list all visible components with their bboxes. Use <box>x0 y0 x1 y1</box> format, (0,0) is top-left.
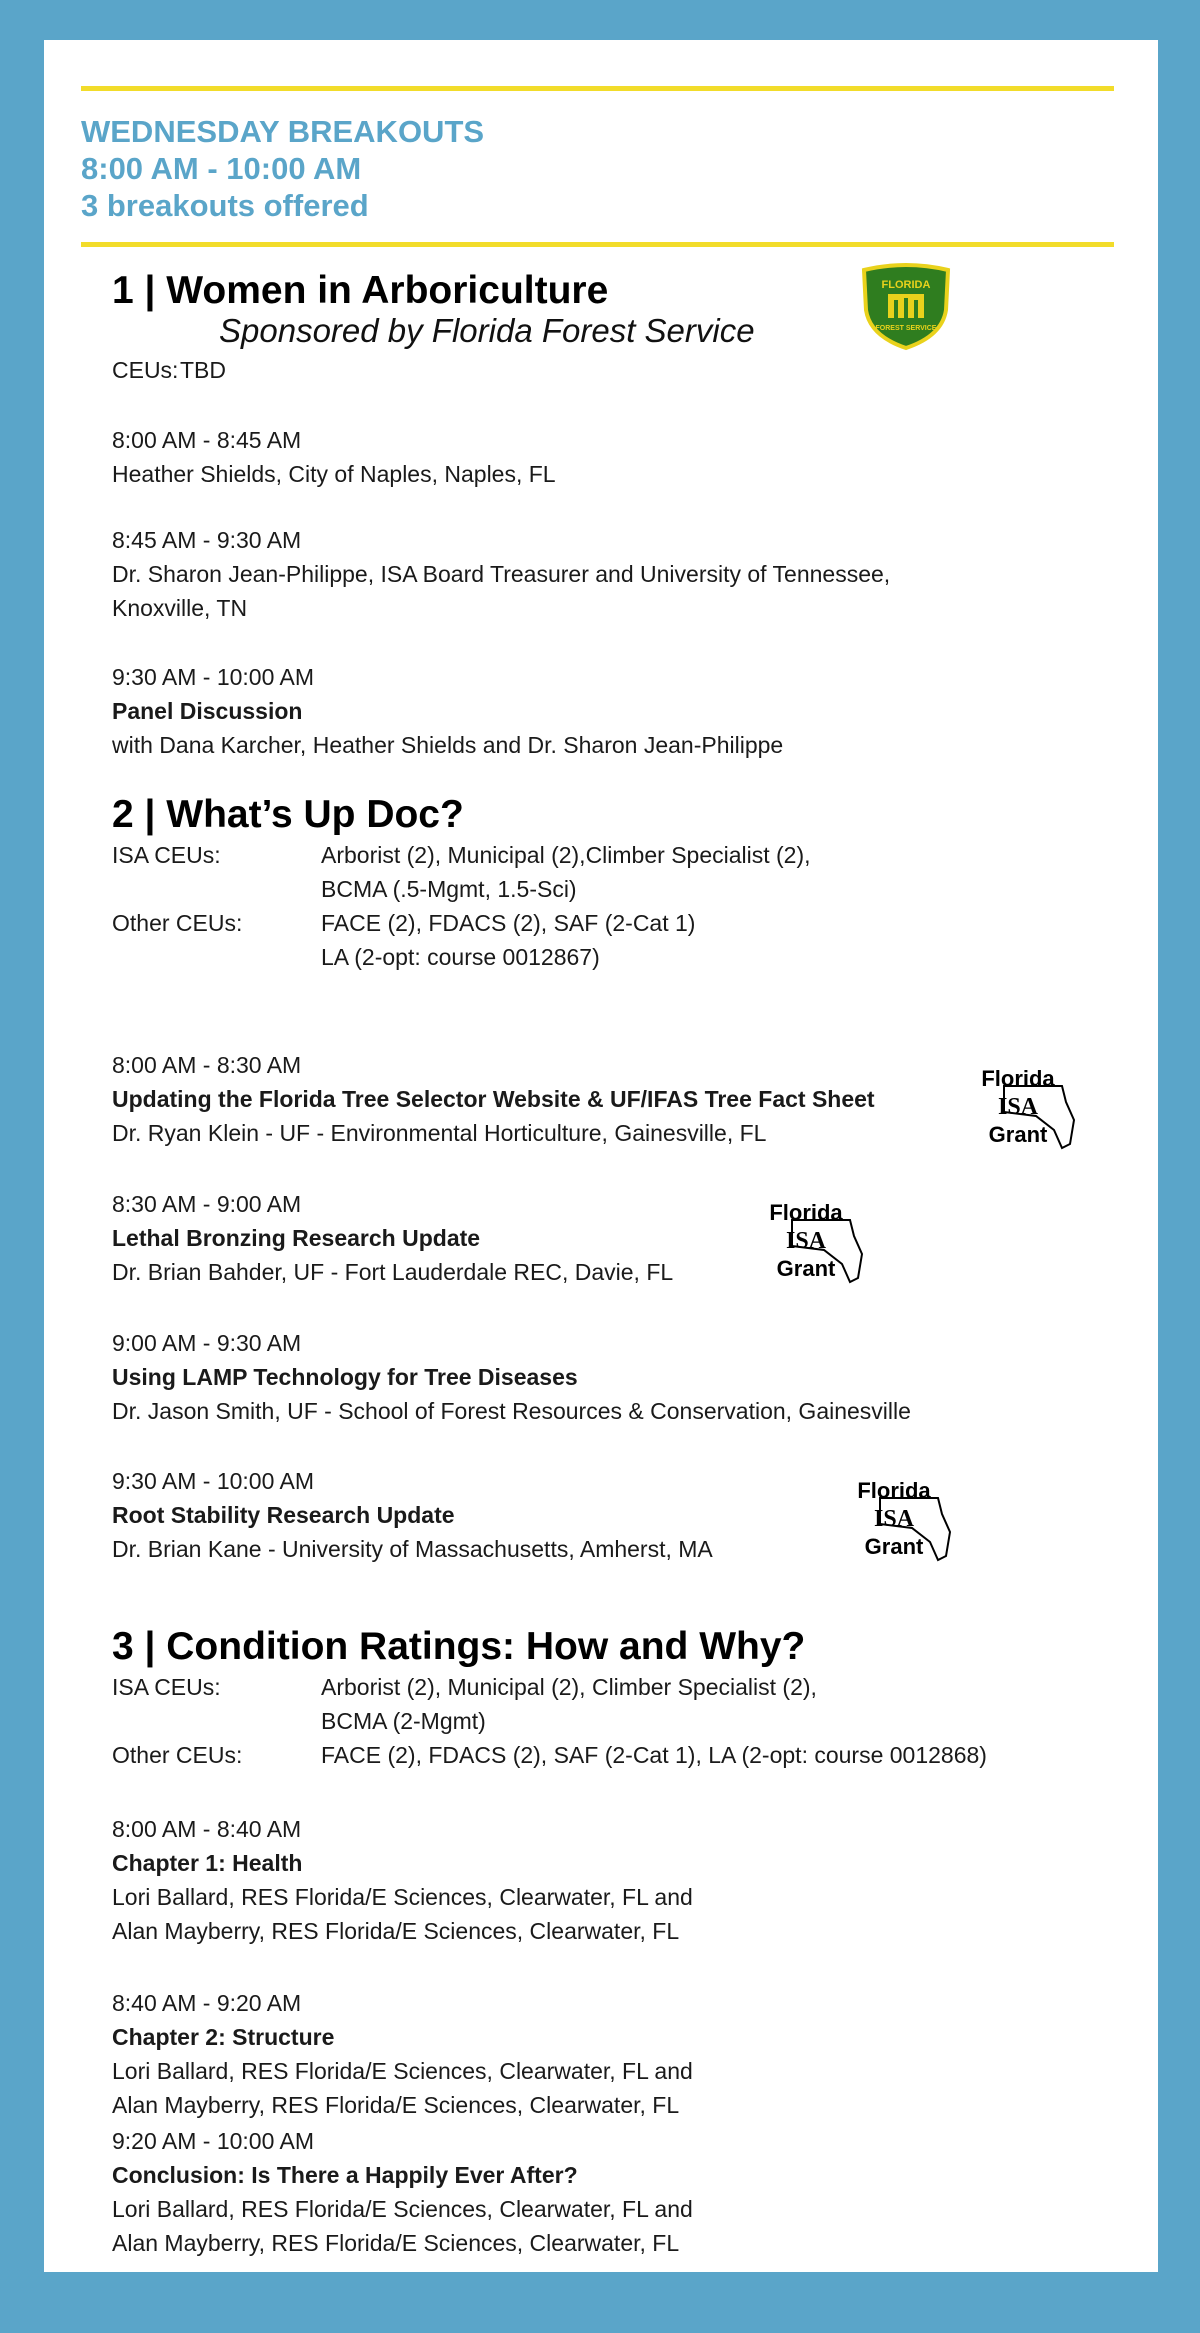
page-header <box>81 113 484 224</box>
talk-time: 9:20 AM - 10:00 AM <box>112 2128 315 2154</box>
talk-speaker: Dr. Brian Kane - University of Massachusetts, Amherst, MA <box>112 1536 713 1562</box>
talk-speaker: Lori Ballard, RES Florida/E Sciences, Clearwater, FL and <box>112 2058 693 2084</box>
logo-text-bottom: FOREST SERVICE <box>875 325 937 332</box>
section-1-sponsor: Sponsored by Florida Forest Service <box>219 312 755 349</box>
florida-forest-service-logo <box>856 262 956 352</box>
ceu-value: TBD <box>180 357 226 383</box>
isa-ceu-line-1: Arborist (2), Municipal (2),Climber Specialist (2), <box>321 842 811 868</box>
other-ceu-line-1: FACE (2), FDACS (2), SAF (2-Cat 1) <box>321 910 696 936</box>
grant-text-2: ISA <box>873 1506 915 1532</box>
section-2-title: 2 | What’s Up Doc? <box>112 793 464 836</box>
florida-isa-grant-logo <box>850 1480 960 1564</box>
talk-title: Conclusion: Is There a Happily Ever After? <box>112 2162 578 2188</box>
bottom-divider <box>81 242 1114 247</box>
ceu-label: CEUs: <box>112 357 179 383</box>
grant-text-1: Florida <box>981 1068 1055 1091</box>
section-3-ceus <box>112 1670 987 1772</box>
s3-talk-2 <box>112 1986 693 2122</box>
talk-speaker-cont: Alan Mayberry, RES Florida/E Sciences, Clearwater, FL <box>112 2230 680 2256</box>
talk-time: 9:30 AM - 10:00 AM <box>112 664 315 690</box>
talk-title: Panel Discussion <box>112 698 303 724</box>
s3-talk-1 <box>112 1812 693 1948</box>
florida-isa-grant-logo <box>974 1068 1084 1152</box>
talk-time: 8:00 AM - 8:45 AM <box>112 427 302 453</box>
other-ceu-label: Other CEUs: <box>112 910 243 936</box>
talk-time: 8:30 AM - 9:00 AM <box>112 1191 302 1217</box>
talk-speaker-cont: Alan Mayberry, RES Florida/E Sciences, Clearwater, FL <box>112 1918 680 1944</box>
section-2-ceus <box>112 838 811 974</box>
other-ceu-line-2: LA (2-opt: course 0012867) <box>321 944 600 970</box>
grant-text-3: Grant <box>776 1256 836 1281</box>
grant-text-2: ISA <box>997 1094 1039 1120</box>
top-divider <box>81 86 1114 91</box>
isa-ceu-line-1: Arborist (2), Municipal (2), Climber Specialist (2), <box>321 1674 817 1700</box>
talk-time: 8:00 AM - 8:40 AM <box>112 1816 302 1842</box>
other-ceu-label: Other CEUs: <box>112 1742 243 1768</box>
talk-speaker: Dr. Brian Bahder, UF - Fort Lauderdale REC, Davie, FL <box>112 1259 674 1285</box>
s2-talk-1 <box>112 1048 875 1150</box>
talk-speaker: Dr. Ryan Klein - UF - Environmental Horticulture, Gainesville, FL <box>112 1120 767 1146</box>
talk-title: Chapter 1: Health <box>112 1850 303 1876</box>
page <box>44 40 1158 2272</box>
talk-speaker: Lori Ballard, RES Florida/E Sciences, Clearwater, FL and <box>112 1884 693 1910</box>
other-ceu-line-1: FACE (2), FDACS (2), SAF (2-Cat 1), LA (2-opt: course 0012868) <box>321 1742 987 1768</box>
section-1-title: 1 | Women in Arboriculture <box>112 269 609 312</box>
s2-talk-2 <box>112 1187 673 1289</box>
grant-text-1: Florida <box>857 1480 931 1503</box>
talk-speaker: Lori Ballard, RES Florida/E Sciences, Clearwater, FL and <box>112 2196 693 2222</box>
talk-time: 8:45 AM - 9:30 AM <box>112 527 302 553</box>
florida-isa-grant-logo <box>762 1202 872 1286</box>
grant-text-2: ISA <box>785 1228 827 1254</box>
header-line-3: 3 breakouts offered <box>81 188 369 223</box>
talk-speaker-cont: Knoxville, TN <box>112 595 248 621</box>
s1-talk-1 <box>112 423 556 491</box>
talk-time: 9:30 AM - 10:00 AM <box>112 1468 315 1494</box>
grant-text-3: Grant <box>864 1534 924 1559</box>
section-3-title: 3 | Condition Ratings: How and Why? <box>112 1625 806 1668</box>
s3-talk-3 <box>112 2124 693 2260</box>
talk-speaker: Dr. Sharon Jean-Philippe, ISA Board Treasurer and University of Tennessee, <box>112 561 891 587</box>
isa-ceu-label: ISA CEUs: <box>112 1674 221 1700</box>
s1-talk-3 <box>112 660 783 762</box>
talk-time: 9:00 AM - 9:30 AM <box>112 1330 302 1356</box>
talk-speaker-cont: Alan Mayberry, RES Florida/E Sciences, Clearwater, FL <box>112 2092 680 2118</box>
header-line-2: 8:00 AM - 10:00 AM <box>81 151 362 186</box>
isa-ceu-line-2: BCMA (2-Mgmt) <box>321 1708 486 1734</box>
logo-text-top: FLORIDA <box>881 279 931 291</box>
talk-title: Lethal Bronzing Research Update <box>112 1225 481 1251</box>
isa-ceu-line-2: BCMA (.5-Mgmt, 1.5-Sci) <box>321 876 577 902</box>
talk-title: Updating the Florida Tree Selector Website & UF/IFAS Tree Fact Sheet <box>112 1086 875 1112</box>
talk-time: 8:40 AM - 9:20 AM <box>112 1990 302 2016</box>
talk-time: 8:00 AM - 8:30 AM <box>112 1052 302 1078</box>
talk-title: Using LAMP Technology for Tree Diseases <box>112 1364 578 1390</box>
talk-speaker: with Dana Karcher, Heather Shields and Dr. Sharon Jean-Philippe <box>112 732 784 758</box>
talk-title: Chapter 2: Structure <box>112 2024 335 2050</box>
grant-text-1: Florida <box>769 1202 843 1225</box>
section-1-ceus <box>112 353 226 387</box>
isa-ceu-label: ISA CEUs: <box>112 842 221 868</box>
talk-speaker: Dr. Jason Smith, UF - School of Forest Resources & Conservation, Gainesville <box>112 1398 911 1424</box>
s2-talk-3 <box>112 1326 911 1428</box>
s2-talk-4 <box>112 1464 713 1566</box>
grant-text-3: Grant <box>988 1122 1048 1147</box>
talk-speaker: Heather Shields, City of Naples, Naples, FL <box>112 461 556 487</box>
talk-title: Root Stability Research Update <box>112 1502 455 1528</box>
header-line-1: WEDNESDAY BREAKOUTS <box>81 114 485 149</box>
s1-talk-2 <box>112 523 890 625</box>
